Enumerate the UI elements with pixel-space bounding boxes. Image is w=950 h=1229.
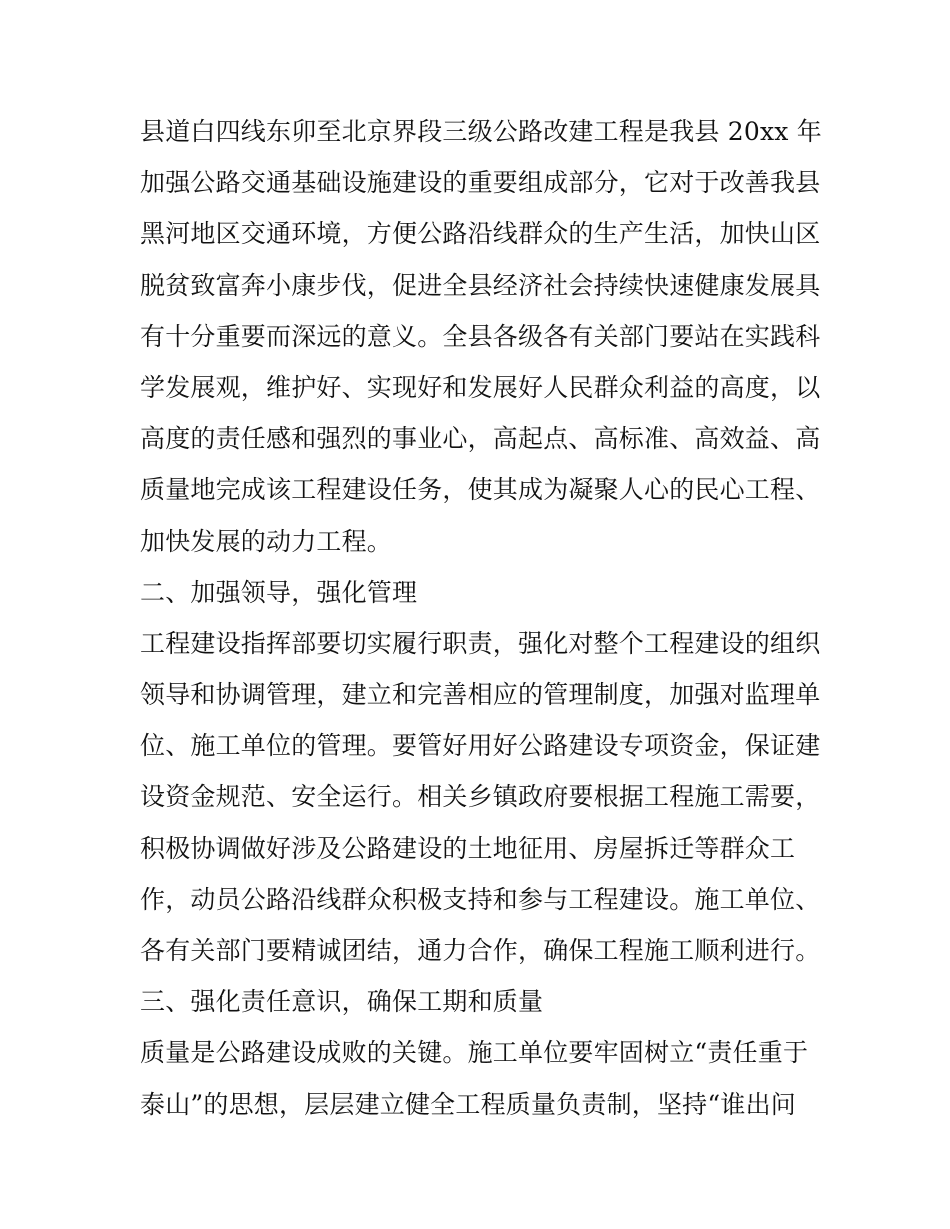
text-line: 积极协调做好涉及公路建设的土地征用、房屋拆迁等群众工 <box>140 833 796 863</box>
document-body <box>140 106 820 1130</box>
text-line: 有十分重要而深远的意义。全县各级各有关部门要站在实践科 <box>140 321 821 351</box>
text-line: 设资金规范、安全运行。相关乡镇政府要根据工程施工需要， <box>140 782 821 812</box>
text-line: 质量地完成该工程建设任务，使其成为凝聚人心的民心工程、 <box>140 475 821 505</box>
text-line: 领导和协调管理，建立和完善相应的管理制度，加强对监理单 <box>140 680 821 710</box>
text-line: 作，动员公路沿线群众积极支持和参与工程建设。施工单位、 <box>140 884 821 914</box>
section-heading: 三、强化责任意识，确保工期和质量 <box>140 987 544 1017</box>
text-line: 泰山”的思想，层层建立健全工程质量负责制，坚持“谁出问 <box>140 1089 796 1119</box>
text-line: 县道白四线东卯至北京界段三级公路改建工程是我县 20xx 年 <box>140 117 822 146</box>
text-line: 脱贫致富奔小康步伐，促进全县经济社会持续快速健康发展具 <box>140 270 821 300</box>
text-line: 学发展观，维护好、实现好和发展好人民群众利益的高度，以 <box>140 372 821 402</box>
text-line: 加强公路交通基础设施建设的重要组成部分，它对于改善我县 <box>140 168 821 198</box>
text-line: 黑河地区交通环境，方便公路沿线群众的生产生活，加快山区 <box>140 219 821 249</box>
section-heading: 二、加强领导，强化管理 <box>140 577 418 607</box>
text-line: 质量是公路建设成败的关键。施工单位要牢固树立“责任重于 <box>140 1038 809 1068</box>
text-line: 加快发展的动力工程。 <box>140 526 393 556</box>
text-line: 高度的责任感和强烈的事业心，高起点、高标准、高效益、高 <box>140 424 821 454</box>
text-line: 各有关部门要精诚团结，通力合作，确保工程施工顺利进行。 <box>140 936 821 965</box>
text-line: 位、施工单位的管理。要管好用好公路建设专项资金，保证建 <box>140 731 821 761</box>
text-line: 工程建设指挥部要切实履行职责，强化对整个工程建设的组织 <box>140 628 821 658</box>
